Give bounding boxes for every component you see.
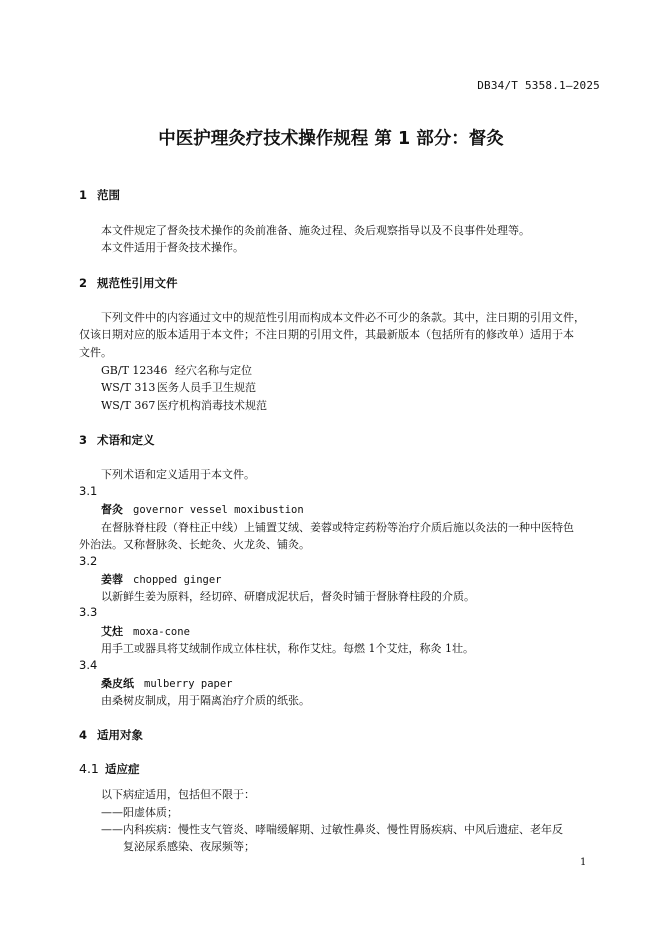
normative-reference: [101, 362, 252, 378]
term-entry: [101, 623, 190, 639]
list-item: ——内科疾病：慢性支气管炎、哮喘缓解期、过敏性鼻炎、慢性胃肠疾病、中风后遗症、老年反: [101, 823, 563, 836]
subsection-title: 适应症: [105, 762, 140, 776]
term-zh: 桑皮纸: [101, 677, 134, 690]
term-number: 3.2: [79, 554, 98, 568]
paragraph: 本文件适用于督灸技术操作。: [101, 241, 244, 254]
section-title: 范围: [97, 188, 120, 202]
paragraph-line: 文件。: [79, 346, 112, 359]
standard-code: DB34/T 5358.1—2025: [477, 79, 600, 92]
subsection-number: 4.1: [79, 761, 99, 776]
paragraph: 下列术语和定义适用于本文件。: [101, 468, 255, 481]
term-number: 3.3: [79, 605, 98, 619]
normative-reference: [101, 379, 256, 395]
section-3-heading: [79, 432, 155, 448]
section-number: 2: [79, 276, 88, 290]
term-en: chopped ginger: [133, 574, 222, 586]
list-item-continuation: 复泌尿系感染、夜尿频等；: [123, 840, 255, 853]
term-definition-line: 在督脉脊柱段（脊柱正中线）上铺置艾绒、姜蓉或特定药粉等治疗介质后施以灸法的一种中医特色: [101, 521, 574, 534]
paragraph-line: 下列文件中的内容通过文中的规范性引用而构成本文件必不可少的条款。其中，注日期的引用文件，: [101, 311, 585, 324]
section-number: 3: [79, 433, 88, 447]
term-definition-line: 由桑树皮制成，用于隔离治疗介质的纸张。: [101, 694, 310, 707]
term-definition-line: 以新鲜生姜为原料，经切碎、研磨成泥状后，督灸时铺于督脉脊柱段的介质。: [101, 590, 475, 603]
term-number: 3.4: [79, 658, 98, 672]
normative-reference: [101, 397, 267, 413]
paragraph-line: 仅该日期对应的版本适用于本文件；不注日期的引用文件，其最新版本（包括所有的修改单）适用于本: [79, 328, 574, 341]
subsection-4-1-heading: [79, 761, 140, 777]
reference-code: GB/T 12346: [101, 364, 168, 377]
term-en: moxa-cone: [133, 626, 190, 638]
section-number: 1: [79, 188, 88, 202]
reference-title: 医疗机构消毒技术规范: [157, 399, 267, 412]
term-definition-line: 用手工或器具将艾绒制作成立体柱状，称作艾炷。每燃 1个艾炷，称灸 1壮。: [101, 642, 474, 655]
page-number: 1: [580, 857, 587, 868]
term-definition-line: 外治法。又称督脉灸、长蛇灸、火龙灸、铺灸。: [79, 538, 310, 551]
section-1-heading: [79, 187, 120, 203]
term-zh: 艾炷: [101, 625, 123, 638]
reference-code: WS/T 313: [101, 381, 156, 394]
list-item: ——阳虚体质；: [101, 806, 178, 819]
term-entry: [101, 675, 233, 691]
term-zh: 姜蓉: [101, 573, 123, 586]
term-number: 3.1: [79, 484, 98, 498]
paragraph: 以下病症适用，包括但不限于：: [101, 788, 255, 801]
term-entry: [101, 501, 304, 517]
term-zh: 督灸: [101, 503, 123, 516]
reference-title: 医务人员手卫生规范: [157, 381, 256, 394]
section-number: 4: [79, 728, 88, 742]
section-title: 规范性引用文件: [97, 276, 178, 290]
section-title: 适用对象: [97, 728, 143, 742]
reference-code: WS/T 367: [101, 399, 156, 412]
term-entry: [101, 571, 222, 587]
reference-title: 经穴名称与定位: [175, 364, 252, 377]
term-en: governor vessel moxibustion: [133, 504, 304, 516]
section-title: 术语和定义: [97, 433, 155, 447]
paragraph: 本文件规定了督灸技术操作的灸前准备、施灸过程、灸后观察指导以及不良事件处理等。: [101, 224, 530, 237]
term-en: mulberry paper: [144, 678, 233, 690]
document-title: 中医护理灸疗技术操作规程 第 1 部分：督灸: [158, 129, 504, 149]
section-2-heading: [79, 275, 178, 291]
section-4-heading: [79, 727, 143, 743]
